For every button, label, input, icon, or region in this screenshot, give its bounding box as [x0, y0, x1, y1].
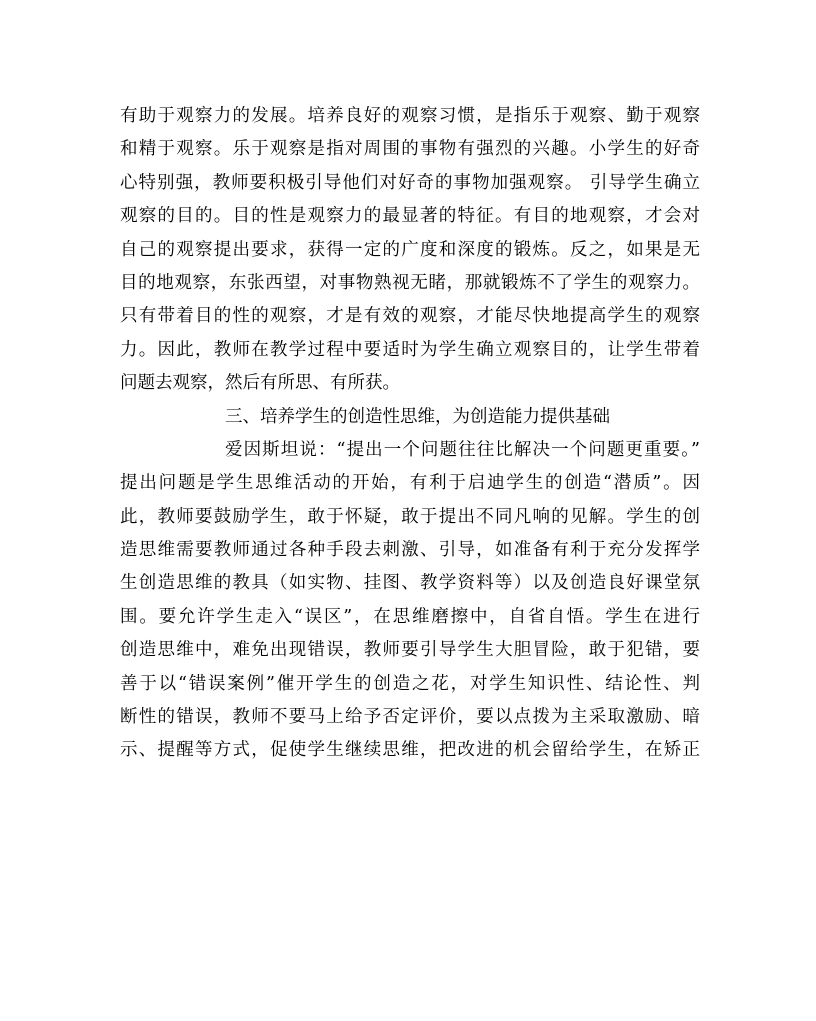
document-page [120, 100, 700, 768]
text-line: 示、提醒等方式，促使学生继续思维，把改进的机会留给学生，在矫正 [120, 740, 700, 761]
text-line: 力。因此，教师在教学过程中要适时为学生确立观察目的，让学生带着 [120, 339, 700, 360]
text-line: 围。要允许学生走入“误区”，在思维磨擦中，自省自悟。学生在进行 [120, 606, 700, 627]
text-line: 只有带着目的性的观察，才是有效的观察，才能尽快地提高学生的观察 [120, 306, 700, 327]
text-line: 目的地观察，东张西望，对事物熟视无睹，那就锻炼不了学生的观察力。 [120, 272, 700, 293]
text-line: 提出问题是学生思维活动的开始，有利于启迪学生的创造“潜质”。因 [120, 473, 700, 494]
text-line: 善于以“错误案例”催开学生的创造之花，对学生知识性、结论性、判 [120, 673, 700, 694]
text-line: 问题去观察，然后有所思、有所获。 [120, 373, 400, 394]
text-line: 和精于观察。乐于观察是指对周围的事物有强烈的兴趣。小学生的好奇 [120, 139, 700, 160]
paragraph-creative-thinking [120, 434, 700, 768]
text-line: 爱因斯坦说：“提出一个问题往往比解决一个问题更重要。” [225, 439, 700, 460]
text-line: 造思维需要教师通过各种手段去刺激、引导，如准备有利于充分发挥学 [120, 540, 700, 561]
text-line: 断性的错误，教师不要马上给予否定评价，要以点拨为主采取激励、暗 [120, 707, 700, 728]
text-line: 创造思维中，难免出现错误，教师要引导学生大胆冒险，敢于犯错，要 [120, 640, 700, 661]
text-line: 此，教师要鼓励学生，敢于怀疑，敢于提出不同凡响的见解。学生的创 [120, 506, 700, 527]
text-line: 观察的目的。目的性是观察力的最显著的特征。有目的地观察，才会对 [120, 206, 700, 227]
text-line: 心特别强，教师要积极引导他们对好奇的事物加强观察。 引导学生确立 [120, 172, 700, 193]
section-heading: 三、培养学生的创造性思维，为创造能力提供基础 [225, 406, 610, 427]
text-line: 生创造思维的教具（如实物、挂图、教学资料等）以及创造良好课堂氛 [120, 573, 700, 594]
text-line: 有助于观察力的发展。培养良好的观察习惯，是指乐于观察、勤于观察 [120, 106, 700, 126]
paragraph-observation [120, 100, 700, 401]
text-line: 自己的观察提出要求，获得一定的广度和深度的锻炼。反之，如果是无 [120, 239, 700, 260]
